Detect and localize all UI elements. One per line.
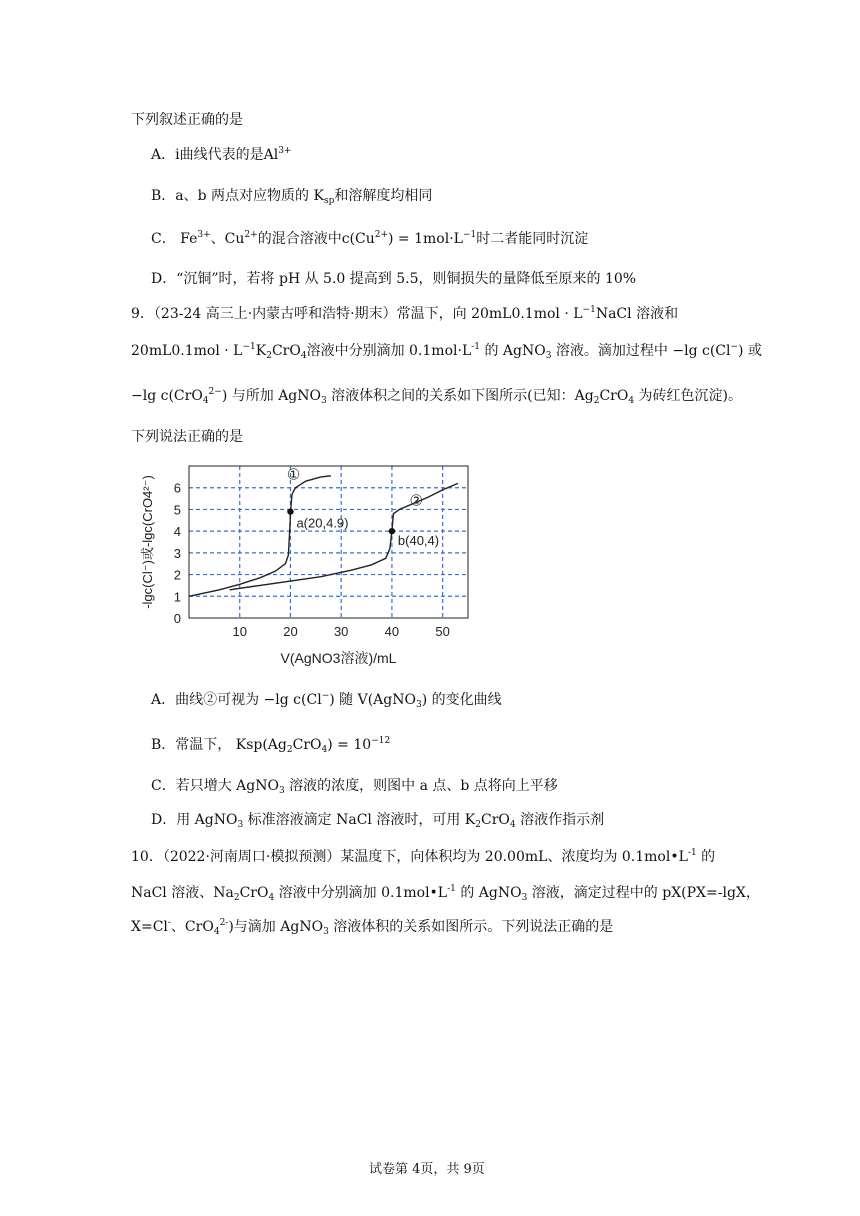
q8-option-a-sup: 3+ [278, 146, 292, 156]
q10-line2-sup: -1 [447, 884, 456, 894]
q9-chart [136, 458, 476, 673]
q10-line2-sub2: 4 [268, 893, 275, 903]
q9-line2-sup: −1 [242, 342, 256, 352]
q9-line2-sub1: 2 [266, 351, 272, 361]
q9-line2-b: K [255, 343, 267, 359]
q10-line3-d: 溶液体积的关系如图所示。下列说法正确的是 [328, 919, 614, 935]
q9-option-d-sub1: 3 [237, 820, 244, 830]
x-tick-label: 50 [435, 624, 450, 639]
q8-lead: 下列叙述正确的是 [131, 112, 243, 128]
curve-label-1: ① [286, 466, 301, 484]
q10-line3-b: 、CrO [170, 919, 214, 935]
q9-line2-a: 20mL0.1mol · L [131, 343, 243, 359]
q10-stem-line2 [131, 883, 760, 903]
q9-line1-sup: −1 [582, 305, 596, 315]
q8-option-c-pre: C． Fe [151, 231, 198, 247]
q9-stem-line4: 下列说法正确的是 [131, 429, 243, 445]
q9-line2-d: 溶液中分别滴加 0.1mol·L [306, 343, 472, 359]
q10-stem-line1 [131, 847, 715, 867]
q8-option-c-expr2: ) = 1mol·L [388, 231, 463, 247]
q9-option-d-b: 标准溶液滴定 NaCl 溶液时，可用 K [243, 812, 476, 828]
q9-option-b-sub1: 2 [286, 745, 293, 755]
q8-option-c-mid1: 、Cu [210, 231, 245, 247]
q10-line2-sub3: 3 [521, 893, 528, 903]
q9-option-d-d: 溶液作指示剂 [515, 812, 605, 828]
q9-option-a-a: A．曲线②可视为 −lg c(Cl [151, 692, 322, 708]
q10-line3-sup1: - [167, 918, 171, 928]
q9-line2-c: CrO [271, 343, 301, 359]
q9-line3-sub2: 3 [321, 396, 327, 406]
q9-line3-sub3: 2 [593, 396, 600, 406]
q9-stem-line1 [131, 304, 678, 324]
q10-line2-d: 的 AgNO [455, 885, 522, 901]
q9-option-c-a: C．若只增大 AgNO [151, 778, 279, 794]
q9-option-b-c: ) = 10 [327, 737, 372, 753]
q8-option-c [151, 229, 588, 249]
q9-line1-text: 9．（23-24 高三上·内蒙古呼和浩特·期末）常温下，向 20mL0.1mol · L [131, 306, 583, 322]
q9-line2-sup2: -1 [471, 342, 481, 352]
q10-line2-sub1: 2 [233, 893, 240, 903]
q10-stem-line3 [131, 917, 613, 937]
q9-option-a-b: ) 随 V(AgNO [329, 692, 416, 708]
data-point-label: b(40,4) [397, 533, 440, 549]
q10-line3-a: X=Cl [131, 919, 168, 935]
x-tick-label: 20 [283, 624, 298, 639]
page-footer: 试卷第 4页，共 9页 [369, 1162, 485, 1177]
q9-option-c-sub: 3 [278, 786, 285, 796]
q9-option-b-b: CrO [292, 737, 322, 753]
q8-option-c-sup3: 2+ [374, 230, 389, 240]
q9-line3-b: ) 与所加 AgNO [221, 388, 321, 404]
q9-option-a-sup: − [321, 691, 330, 701]
q9-option-a [151, 690, 502, 710]
q9-option-d-sub3: 4 [509, 820, 516, 830]
y-tick-label: 2 [173, 567, 181, 583]
q9-line1-post: NaCl 溶液和 [595, 306, 679, 322]
x-tick-label: 30 [333, 624, 349, 639]
x-tick-label: 40 [384, 624, 400, 639]
q9-line2-sub3: 3 [545, 351, 552, 361]
y-tick-label: 6 [173, 480, 181, 496]
q9-option-d-c: CrO [481, 812, 510, 828]
q9-option-b-sub2: 4 [321, 745, 328, 755]
q9-line3-a: −lg c(CrO [131, 388, 203, 404]
q8-option-a [151, 145, 291, 165]
q9-line3-sub4: 4 [628, 396, 635, 406]
q9-line3-sub: 4 [202, 396, 209, 406]
x-axis-label: V(AgNO3溶液)/mL [280, 650, 397, 666]
curve-label-2: ② [409, 492, 423, 510]
q10-line3-c: )与滴加 AgNO [228, 919, 324, 935]
chart-svg [136, 458, 476, 673]
q10-line2-c: 溶液中分别滴加 0.1mol•L [274, 885, 448, 901]
y-tick-label: 1 [173, 589, 181, 605]
x-tick-label: 10 [232, 624, 247, 639]
q9-line3-c: 溶液体积之间的关系如下图所示(已知：Ag [326, 388, 594, 404]
q10-line3-sup2: 2- [219, 918, 229, 928]
q9-option-a-c: ) 的变化曲线 [421, 692, 502, 708]
q9-option-b-a: B．常温下， Ksp(Ag [151, 737, 287, 753]
q9-option-d-a: D．用 AgNO [151, 812, 238, 828]
q8-option-b-text: B．a、b 两点对应物质的 K [151, 188, 324, 204]
q9-line3-e: 为砖红色沉淀)。 [634, 388, 742, 404]
q9-option-d [151, 810, 604, 830]
q8-option-b-sub: sp [323, 196, 335, 206]
q10-line3-sub: 4 [213, 927, 220, 937]
q9-option-c-b: 溶液的浓度，则图中 a 点、b 点将向上平移 [284, 778, 558, 794]
q9-line2-e: 的 AgNO [480, 343, 546, 359]
q9-option-d-sub2: 2 [475, 820, 481, 830]
q8-option-c-post: 时二者能同时沉淀 [476, 231, 589, 247]
q8-option-c-sup4: −1 [462, 230, 477, 240]
q10-line2-e: 溶液，滴定过程中的 pX(PX=-lgX， [527, 885, 760, 901]
q9-option-b-sup: −12 [371, 736, 391, 746]
q8-option-b [151, 186, 432, 206]
q10-line1-text: 10．（2022·河南周口·模拟预测）某温度下，向体积均为 20.00mL、浓度均为 0.1mol•L [131, 849, 688, 865]
q10-line1-post: 的 [696, 849, 716, 865]
y-tick-label: 4 [173, 524, 181, 540]
y-tick-label: 5 [173, 502, 181, 518]
q9-option-b [151, 735, 390, 755]
q9-line2-sub2: 4 [300, 351, 307, 361]
y-tick-label: 3 [173, 545, 181, 561]
data-point-a [287, 508, 293, 514]
q10-line2-a: NaCl 溶液、Na [131, 885, 234, 901]
q9-stem-line3 [131, 386, 742, 406]
data-point-b [389, 528, 395, 534]
q9-line2-f: 溶液。滴加过程中 −lg c(Cl [551, 343, 731, 359]
q8-option-c-sup2: 2+ [244, 230, 258, 240]
q9-line3-sup: 2− [208, 387, 222, 397]
q8-option-c-sup1: 3+ [197, 230, 211, 240]
q10-line1-sup: -1 [687, 848, 697, 858]
y-axis-label: -lgc(Cl⁻)或-lgc(CrO4²⁻) [140, 475, 155, 609]
q8-option-c-expr: c(Cu [341, 231, 375, 247]
q9-line2-sup3: − [730, 342, 739, 352]
y-tick-label: 0 [173, 611, 181, 626]
q10-line2-b: CrO [239, 885, 269, 901]
q9-line2-g: ) 或 [738, 343, 762, 359]
q8-option-c-mid2: 的混合溶液中 [257, 231, 342, 247]
q9-stem-line2 [131, 341, 762, 361]
q9-option-a-sub: 3 [415, 700, 422, 710]
q8-option-b-post: 和溶解度均相同 [334, 188, 433, 204]
q10-line3-sub2: 3 [323, 927, 329, 937]
q8-option-d: D．“沉铜”时，若将 pH 从 5.0 提高到 5.5，则铜损失的量降低至原来的 10% [151, 271, 637, 287]
data-point-label: a(20,4.9) [296, 515, 349, 531]
q9-option-c [151, 776, 558, 796]
q8-option-a-text: A．ⅰ曲线代表的是Al [151, 147, 279, 163]
q9-line3-d: CrO [599, 388, 629, 404]
